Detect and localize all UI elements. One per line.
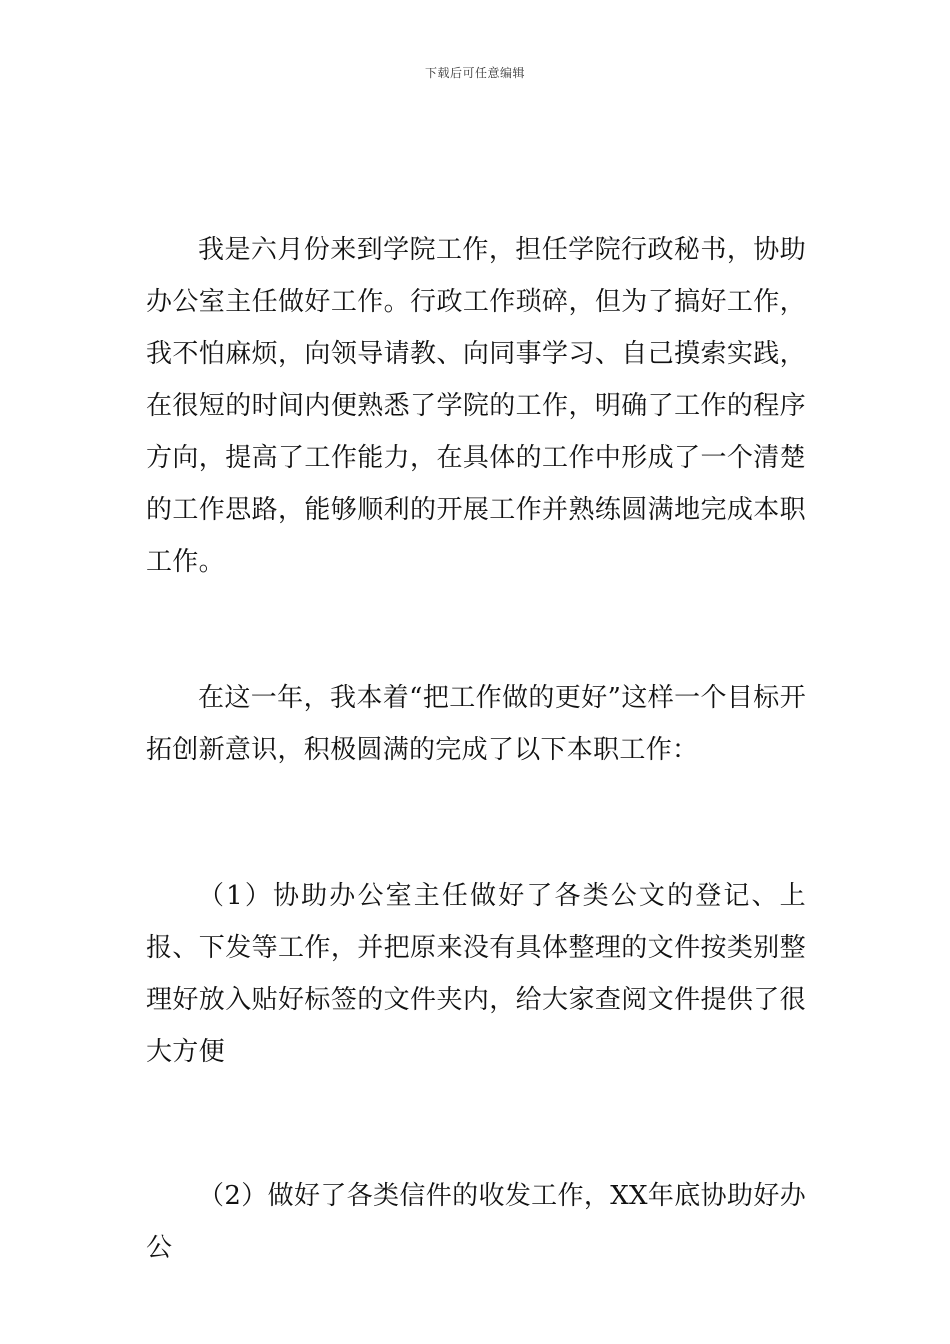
page-header-note: 下载后可任意编辑 bbox=[424, 66, 525, 80]
paragraph-text: 在这一年，我本着“把工作做的更好”这样一个目标开拓创新意识，积极圆满的完成了以下本职工作： bbox=[146, 683, 806, 765]
paragraph-item-1 bbox=[146, 870, 806, 1078]
paragraph-goal bbox=[146, 672, 806, 776]
paragraph-intro bbox=[146, 224, 806, 588]
paragraph-text: 我是六月份来到学院工作，担任学院行政秘书，协助办公室主任做好工作。行政工作琐碎，但为了搞好工作，我不怕麻烦，向领导请教、向同事学习、自己摸索实践，在很短的时间内便熟悉了学院的工作，明确了工作的程序方向，提高了工作能力，在具体的工作中形成了一个清楚的工作思路，能够顺利的开展工作并熟练圆满地完成本职工作。 bbox=[146, 235, 806, 577]
paragraph-text: （1）协助办公室主任做好了各类公文的登记、上报、下发等工作，并把原来没有具体整理的文件按类别整理好放入贴好标签的文件夹内，给大家查阅文件提供了很大方便 bbox=[146, 881, 806, 1067]
paragraph-text: （2）做好了各类信件的收发工作，XX年底协助好办公 bbox=[146, 1181, 806, 1263]
paragraph-item-2 bbox=[146, 1170, 806, 1274]
